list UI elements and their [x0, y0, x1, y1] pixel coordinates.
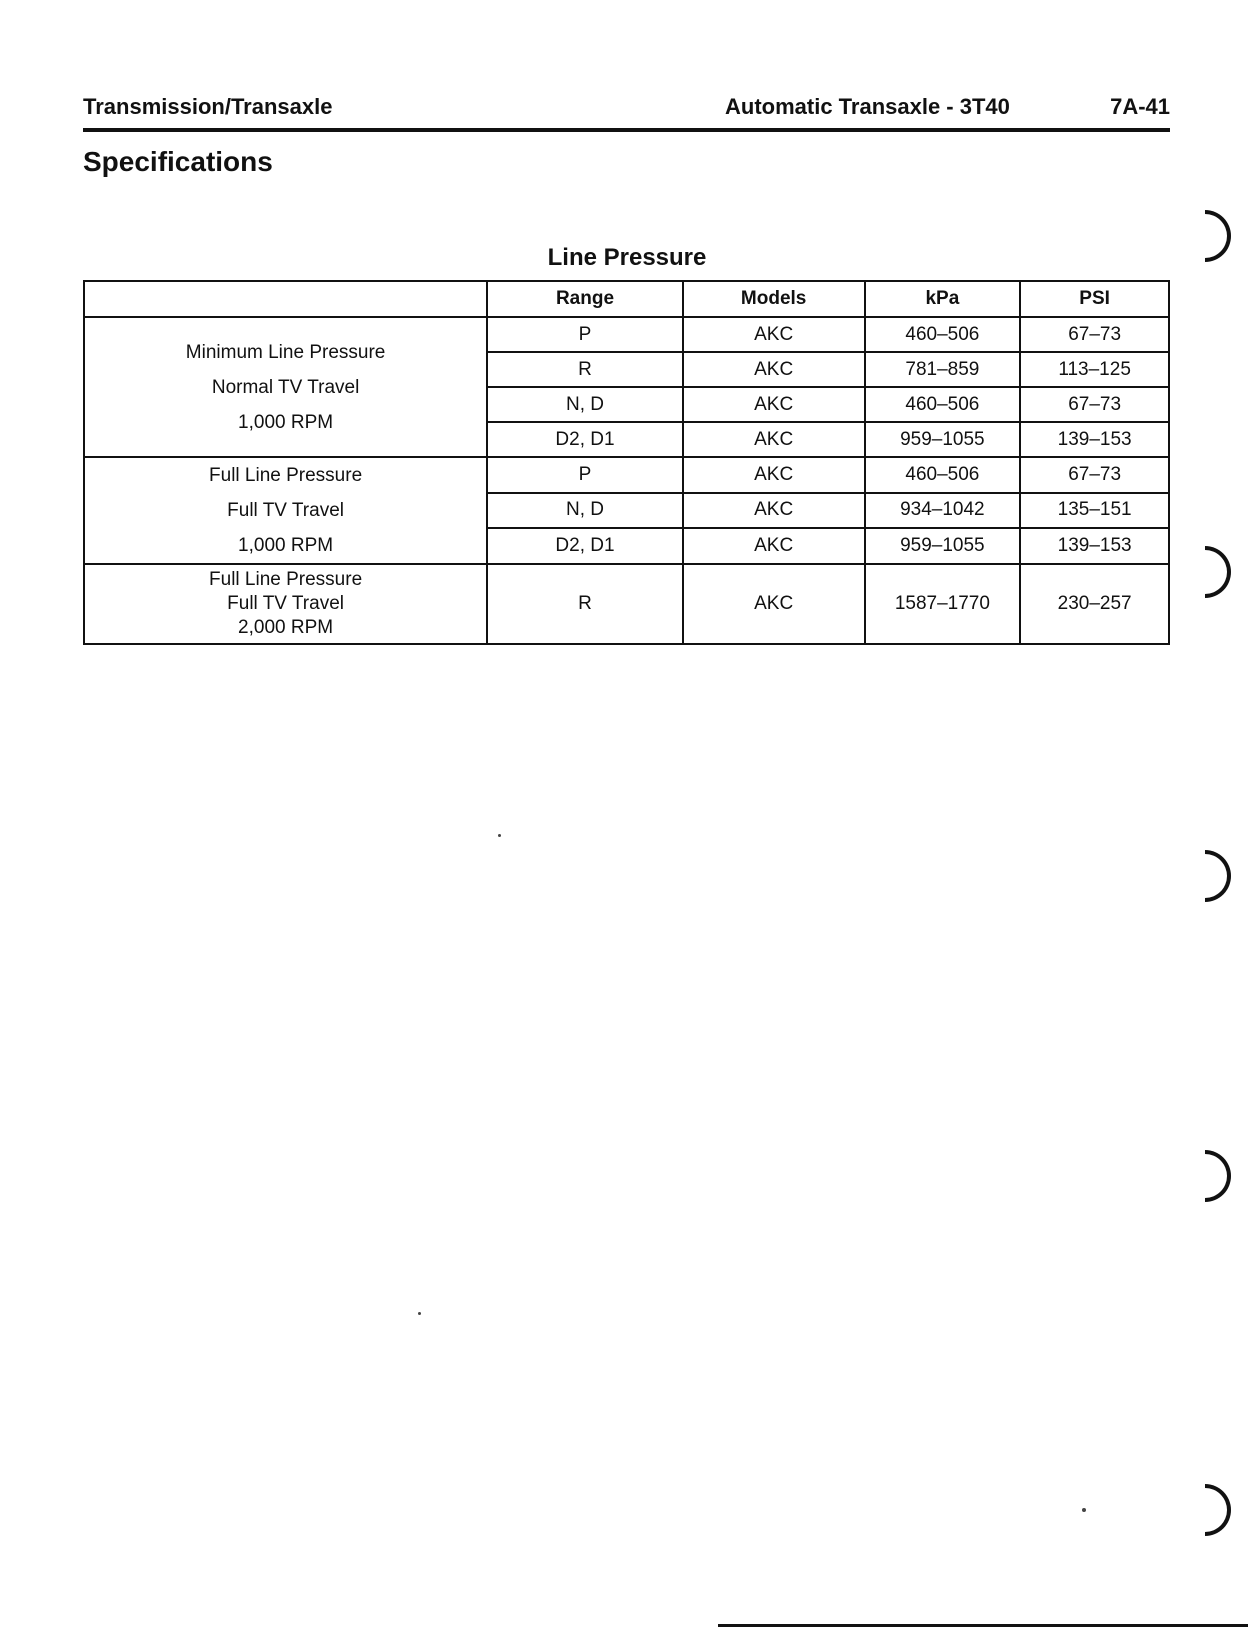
table-header-row	[84, 281, 1169, 317]
condition-line: Full TV Travel	[227, 500, 344, 521]
column-header-range: Range	[487, 281, 683, 317]
table-title: Line Pressure	[547, 244, 707, 271]
column-header-kpa: kPa	[865, 281, 1021, 317]
model-cell: AKC	[683, 564, 865, 644]
kpa-cell: 460–506	[865, 387, 1021, 422]
condition-line: 2,000 RPM	[238, 617, 334, 638]
psi-cell: 135–151	[1020, 493, 1169, 529]
kpa-cell: 460–506	[865, 317, 1021, 352]
binder-hole-icon	[1205, 1150, 1231, 1202]
kpa-cell: 959–1055	[865, 422, 1021, 457]
range-cell: P	[487, 457, 683, 493]
header-section-name: Transmission/Transaxle	[83, 94, 333, 119]
scan-speck	[498, 834, 501, 837]
header-page-number: 7A-41	[1110, 94, 1170, 119]
condition-cell	[84, 564, 487, 644]
page-header	[83, 92, 1170, 132]
psi-cell: 139–153	[1020, 528, 1169, 564]
model-cell: AKC	[683, 387, 865, 422]
binder-hole-icon	[1205, 850, 1231, 902]
kpa-cell: 934–1042	[865, 493, 1021, 529]
table-row	[84, 317, 1169, 352]
psi-cell: 230–257	[1020, 564, 1169, 644]
model-cell: AKC	[683, 317, 865, 352]
binder-hole-icon	[1205, 546, 1231, 598]
psi-cell: 67–73	[1020, 387, 1169, 422]
line-pressure-table	[83, 280, 1170, 645]
scan-speck	[1082, 1508, 1086, 1512]
range-cell: R	[487, 564, 683, 644]
psi-cell: 67–73	[1020, 317, 1169, 352]
header-chapter-title: Automatic Transaxle - 3T40	[725, 94, 1010, 119]
psi-cell: 67–73	[1020, 457, 1169, 493]
binder-hole-icon	[1205, 1484, 1231, 1536]
condition-cell	[84, 317, 487, 457]
table-row	[84, 457, 1169, 493]
section-title: Specifications	[83, 146, 273, 177]
condition-line: Full TV Travel	[227, 593, 344, 614]
model-cell: AKC	[683, 352, 865, 387]
kpa-cell: 959–1055	[865, 528, 1021, 564]
bottom-edge-rule	[718, 1624, 1248, 1627]
column-header-condition	[84, 281, 487, 317]
binder-hole-icon	[1205, 210, 1231, 262]
psi-cell: 139–153	[1020, 422, 1169, 457]
model-cell: AKC	[683, 493, 865, 529]
range-cell: D2, D1	[487, 422, 683, 457]
range-cell: R	[487, 352, 683, 387]
kpa-cell: 781–859	[865, 352, 1021, 387]
psi-cell: 113–125	[1020, 352, 1169, 387]
condition-cell	[84, 457, 487, 564]
condition-line: Full Line Pressure	[209, 569, 363, 590]
condition-line: Minimum Line Pressure	[185, 341, 386, 363]
range-cell: P	[487, 317, 683, 352]
range-cell: N, D	[487, 493, 683, 529]
kpa-cell: 1587–1770	[865, 564, 1021, 644]
model-cell: AKC	[683, 457, 865, 493]
model-cell: AKC	[683, 422, 865, 457]
condition-line: Full Line Pressure	[209, 465, 363, 486]
column-header-psi: PSI	[1020, 281, 1169, 317]
scan-speck	[418, 1312, 421, 1315]
condition-line: Normal TV Travel	[211, 376, 360, 398]
condition-line: 1,000 RPM	[238, 535, 334, 556]
range-cell: N, D	[487, 387, 683, 422]
range-cell: D2, D1	[487, 528, 683, 564]
column-header-models: Models	[683, 281, 865, 317]
kpa-cell: 460–506	[865, 457, 1021, 493]
model-cell: AKC	[683, 528, 865, 564]
table-row	[84, 564, 1169, 644]
condition-line: 1,000 RPM	[238, 411, 334, 433]
